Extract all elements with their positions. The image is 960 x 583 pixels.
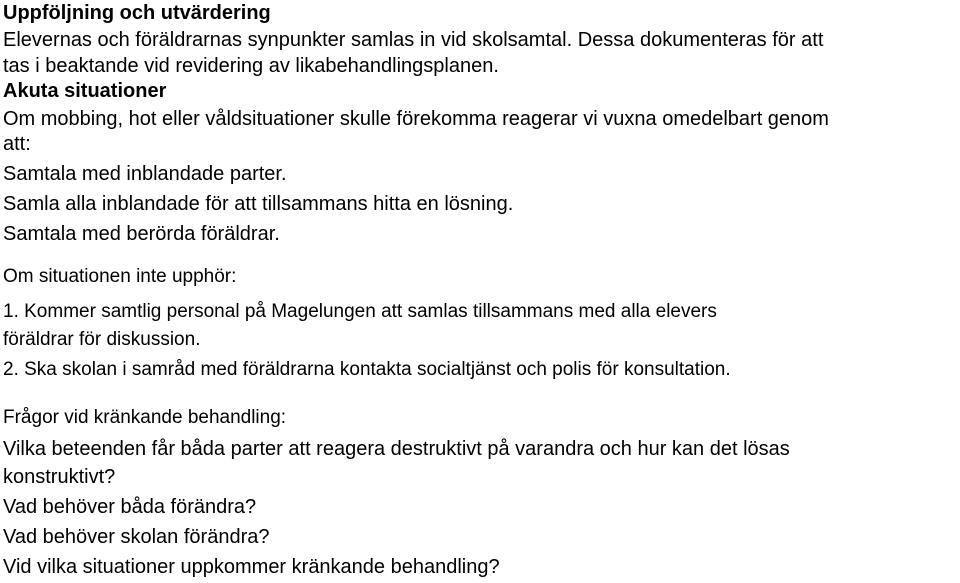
question-3: Vad behöver skolan förändra? xyxy=(3,526,270,548)
acute-intro-line-2: att: xyxy=(3,133,31,155)
acute-intro-line-1: Om mobbing, hot eller våldsituationer skulle förekomma reagerar vi vuxna omedelbart genom xyxy=(3,108,829,130)
escalation-item-1-line-2: föräldrar för diskussion. xyxy=(3,329,201,350)
question-4: Vid vilka situationer uppkommer kränkande behandling? xyxy=(3,556,500,578)
acute-step: Samtala med inblandade parter. xyxy=(3,163,287,185)
escalation-item-2: 2. Ska skolan i samråd med föräldrarna kontakta socialtjänst och polis för konsultation. xyxy=(3,359,731,380)
question-1-line-1: Vilka beteenden får båda parter att reagera destruktivt på varandra och hur kan det lösas xyxy=(3,438,790,460)
question-2: Vad behöver båda förändra? xyxy=(3,496,257,518)
followup-text-line-1: Elevernas och föräldrarnas synpunkter samlas in vid skolsamtal. Dessa dokumenteras för att xyxy=(3,29,824,51)
questions-heading: Frågor vid kränkande behandling: xyxy=(3,407,287,428)
acute-step: Samla alla inblandade för att tillsammans hitta en lösning. xyxy=(3,193,514,215)
acute-step: Samtala med berörda föräldrar. xyxy=(3,223,280,245)
followup-heading: Uppföljning och utvärdering xyxy=(3,2,271,24)
followup-text-line-2: tas i beaktande vid revidering av likabehandlingsplanen. xyxy=(3,55,499,77)
escalation-heading: Om situationen inte upphör: xyxy=(3,266,237,287)
acute-heading: Akuta situationer xyxy=(3,80,167,102)
escalation-item-1-line-1: 1. Kommer samtlig personal på Magelungen att samlas tillsammans med alla elevers xyxy=(3,301,717,322)
question-1-line-2: konstruktivt? xyxy=(3,466,116,488)
